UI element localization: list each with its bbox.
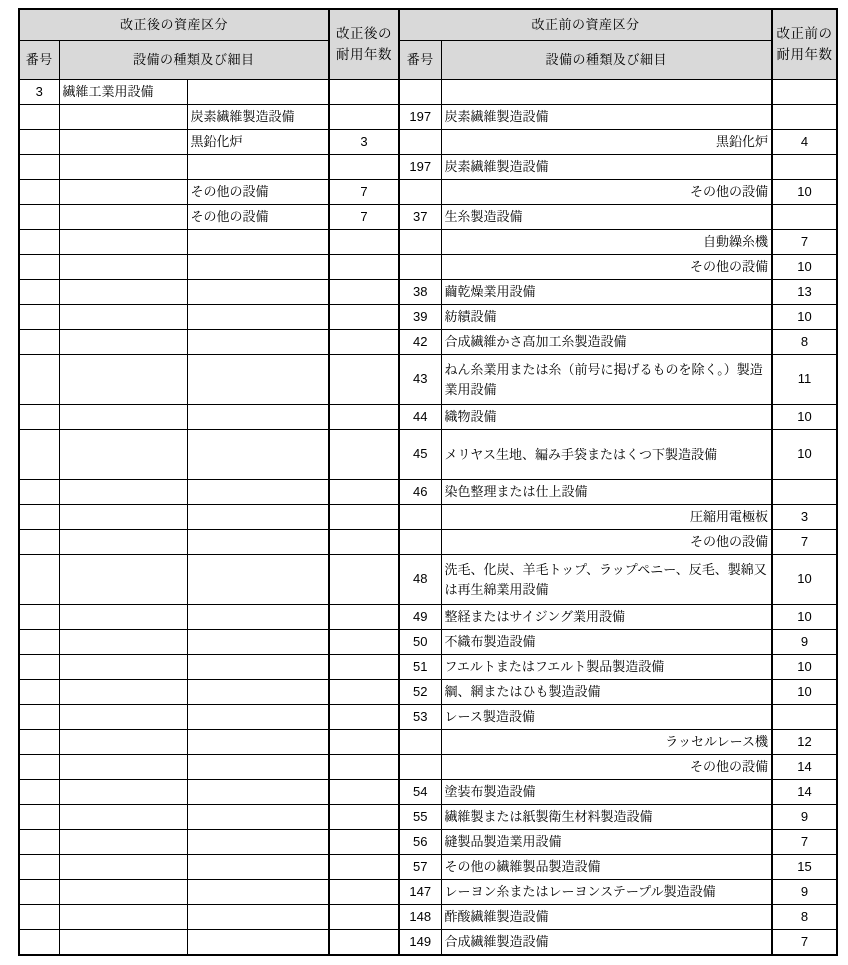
table-row [19, 855, 837, 880]
table-row [19, 505, 837, 530]
cell-detail-new [187, 730, 329, 755]
cell-life-old: 7 [772, 930, 837, 955]
cell-life-old: 12 [772, 730, 837, 755]
cell-no-new [19, 530, 59, 555]
table-row [19, 305, 837, 330]
table-row [19, 680, 837, 705]
table-row [19, 205, 837, 230]
cell-detail-old: 紡績設備 [441, 305, 772, 330]
cell-detail-new [187, 780, 329, 805]
table-row [19, 755, 837, 780]
table-row [19, 405, 837, 430]
cell-life-new [329, 880, 399, 905]
cell-no-old [399, 755, 441, 780]
cell-life-old: 10 [772, 180, 837, 205]
cell-category-new [59, 280, 187, 305]
cell-detail-old: 圧縮用電極板 [441, 505, 772, 530]
cell-detail-old: 不織布製造設備 [441, 630, 772, 655]
cell-detail-new [187, 230, 329, 255]
table-row [19, 655, 837, 680]
cell-life-old [772, 205, 837, 230]
cell-life-old: 9 [772, 880, 837, 905]
cell-detail-old: 整経またはサイジング業用設備 [441, 605, 772, 630]
table-row [19, 780, 837, 805]
cell-life-new [329, 355, 399, 405]
cell-life-new [329, 305, 399, 330]
cell-category-new [59, 130, 187, 155]
cell-no-old: 49 [399, 605, 441, 630]
cell-category-new [59, 205, 187, 230]
table-row [19, 880, 837, 905]
cell-life-new [329, 230, 399, 255]
cell-detail-new [187, 355, 329, 405]
header-life-new [329, 9, 399, 80]
header-group-row [19, 9, 837, 41]
cell-no-old: 39 [399, 305, 441, 330]
cell-no-old [399, 530, 441, 555]
header-kind-new: 設備の種類及び細目 [59, 41, 329, 80]
asset-classification-table [18, 8, 838, 956]
cell-detail-new [187, 805, 329, 830]
cell-no-old [399, 80, 441, 105]
cell-no-new [19, 555, 59, 605]
cell-life-old [772, 105, 837, 130]
cell-life-old: 10 [772, 255, 837, 280]
cell-no-new [19, 430, 59, 480]
cell-detail-old: 綱、網またはひも製造設備 [441, 680, 772, 705]
cell-life-new [329, 805, 399, 830]
cell-life-new [329, 930, 399, 955]
cell-no-old: 50 [399, 630, 441, 655]
cell-no-old [399, 505, 441, 530]
cell-detail-new [187, 680, 329, 705]
cell-detail-new [187, 705, 329, 730]
table-row [19, 705, 837, 730]
cell-detail-new [187, 630, 329, 655]
cell-no-old: 46 [399, 480, 441, 505]
cell-detail-new [187, 555, 329, 605]
cell-category-new [59, 505, 187, 530]
cell-life-new [329, 905, 399, 930]
cell-no-new [19, 255, 59, 280]
cell-life-old: 7 [772, 230, 837, 255]
cell-life-old: 14 [772, 780, 837, 805]
cell-no-new [19, 730, 59, 755]
cell-category-new [59, 355, 187, 405]
cell-detail-new [187, 155, 329, 180]
cell-no-old: 52 [399, 680, 441, 705]
cell-category-new [59, 305, 187, 330]
cell-life-old: 11 [772, 355, 837, 405]
cell-category-new [59, 155, 187, 180]
cell-life-new: 3 [329, 130, 399, 155]
cell-detail-new: 黒鉛化炉 [187, 130, 329, 155]
cell-no-new [19, 905, 59, 930]
cell-life-old: 10 [772, 680, 837, 705]
cell-category-new [59, 805, 187, 830]
table-row [19, 130, 837, 155]
cell-no-old [399, 130, 441, 155]
cell-detail-old: フエルトまたはフエルト製品製造設備 [441, 655, 772, 680]
cell-category-new [59, 555, 187, 605]
cell-life-new [329, 80, 399, 105]
cell-life-new [329, 630, 399, 655]
table-row [19, 905, 837, 930]
cell-no-new [19, 155, 59, 180]
cell-category-new [59, 605, 187, 630]
cell-category-new [59, 680, 187, 705]
cell-no-new [19, 930, 59, 955]
cell-category-new [59, 180, 187, 205]
cell-no-new [19, 780, 59, 805]
cell-category-new [59, 405, 187, 430]
table-row [19, 80, 837, 105]
cell-life-new: 7 [329, 180, 399, 205]
cell-no-old: 48 [399, 555, 441, 605]
cell-category-new [59, 780, 187, 805]
cell-detail-new [187, 480, 329, 505]
cell-detail-old: ねん糸業用または糸（前号に掲げるものを除く。）製造業用設備 [441, 355, 772, 405]
table-row [19, 355, 837, 405]
cell-no-old: 38 [399, 280, 441, 305]
cell-detail-old: 縫製品製造業用設備 [441, 830, 772, 855]
cell-life-new [329, 405, 399, 430]
cell-category-new [59, 630, 187, 655]
cell-detail-new [187, 855, 329, 880]
cell-detail-new: 炭素繊維製造設備 [187, 105, 329, 130]
cell-life-old: 9 [772, 805, 837, 830]
cell-no-new [19, 505, 59, 530]
cell-life-old [772, 155, 837, 180]
cell-life-old: 7 [772, 530, 837, 555]
cell-category-new [59, 755, 187, 780]
cell-detail-old: レース製造設備 [441, 705, 772, 730]
cell-no-new [19, 480, 59, 505]
cell-detail-old: その他の設備 [441, 530, 772, 555]
cell-no-old [399, 730, 441, 755]
cell-detail-old: 洗毛、化炭、羊毛トップ、ラップペニー、反毛、製綿又は再生綿業用設備 [441, 555, 772, 605]
cell-detail-old: メリヤス生地、編み手袋またはくつ下製造設備 [441, 430, 772, 480]
cell-no-new [19, 305, 59, 330]
cell-life-new [329, 705, 399, 730]
cell-no-new: 3 [19, 80, 59, 105]
cell-life-new [329, 105, 399, 130]
cell-life-old: 10 [772, 655, 837, 680]
table-row [19, 730, 837, 755]
table-row [19, 230, 837, 255]
header-kind-old: 設備の種類及び細目 [441, 41, 772, 80]
cell-detail-new [187, 330, 329, 355]
cell-no-old: 42 [399, 330, 441, 355]
table-row [19, 805, 837, 830]
table-row [19, 605, 837, 630]
table-row [19, 830, 837, 855]
table-row [19, 155, 837, 180]
cell-life-new [329, 430, 399, 480]
cell-no-old: 148 [399, 905, 441, 930]
cell-no-old [399, 230, 441, 255]
table-row [19, 330, 837, 355]
cell-detail-new [187, 930, 329, 955]
cell-life-new [329, 830, 399, 855]
cell-no-new [19, 180, 59, 205]
cell-life-new [329, 255, 399, 280]
table-row [19, 180, 837, 205]
cell-no-new [19, 705, 59, 730]
cell-category-new [59, 705, 187, 730]
cell-life-new [329, 730, 399, 755]
cell-life-new: 7 [329, 205, 399, 230]
cell-detail-old: 織物設備 [441, 405, 772, 430]
table-row [19, 530, 837, 555]
cell-detail-new: その他の設備 [187, 205, 329, 230]
cell-no-old: 57 [399, 855, 441, 880]
cell-detail-old: その他の設備 [441, 255, 772, 280]
cell-no-old [399, 180, 441, 205]
table-row [19, 555, 837, 605]
cell-no-new [19, 755, 59, 780]
cell-detail-old: 炭素繊維製造設備 [441, 155, 772, 180]
cell-no-new [19, 130, 59, 155]
cell-life-new [329, 555, 399, 605]
cell-detail-old [441, 80, 772, 105]
cell-life-old: 14 [772, 755, 837, 780]
cell-detail-new [187, 505, 329, 530]
cell-detail-old: 酢酸繊維製造設備 [441, 905, 772, 930]
table-row [19, 430, 837, 480]
cell-category-new [59, 655, 187, 680]
cell-life-old [772, 705, 837, 730]
cell-detail-new [187, 655, 329, 680]
cell-life-new [329, 480, 399, 505]
cell-category-new [59, 230, 187, 255]
cell-detail-new [187, 830, 329, 855]
cell-life-new [329, 605, 399, 630]
cell-no-old: 53 [399, 705, 441, 730]
cell-category-new [59, 830, 187, 855]
table-body [19, 80, 837, 955]
cell-no-new [19, 330, 59, 355]
cell-detail-new [187, 430, 329, 480]
cell-category-new: 繊維工業用設備 [59, 80, 187, 105]
cell-no-new [19, 655, 59, 680]
cell-life-new [329, 680, 399, 705]
cell-category-new [59, 905, 187, 930]
cell-detail-new: その他の設備 [187, 180, 329, 205]
cell-life-new [329, 505, 399, 530]
cell-detail-old: 自動繰糸機 [441, 230, 772, 255]
cell-detail-new [187, 80, 329, 105]
header-no-new: 番号 [19, 41, 59, 80]
cell-no-old: 43 [399, 355, 441, 405]
cell-no-old: 44 [399, 405, 441, 430]
cell-no-old: 54 [399, 780, 441, 805]
cell-no-new [19, 855, 59, 880]
cell-detail-new [187, 255, 329, 280]
table-row [19, 480, 837, 505]
cell-detail-old: その他の設備 [441, 755, 772, 780]
cell-life-new [329, 330, 399, 355]
cell-life-old: 8 [772, 330, 837, 355]
table-row [19, 630, 837, 655]
cell-no-new [19, 880, 59, 905]
cell-no-old: 197 [399, 105, 441, 130]
cell-life-old [772, 480, 837, 505]
cell-detail-old: 生糸製造設備 [441, 205, 772, 230]
cell-no-old: 147 [399, 880, 441, 905]
cell-detail-old: 染色整理または仕上設備 [441, 480, 772, 505]
header-no-old: 番号 [399, 41, 441, 80]
cell-no-new [19, 630, 59, 655]
cell-detail-old: 合成繊維かさ高加工糸製造設備 [441, 330, 772, 355]
cell-detail-old: 炭素繊維製造設備 [441, 105, 772, 130]
header-life-new-line2: 耐用年数 [336, 46, 392, 62]
cell-category-new [59, 430, 187, 480]
cell-no-new [19, 805, 59, 830]
cell-life-old: 10 [772, 305, 837, 330]
cell-detail-new [187, 905, 329, 930]
header-group-new: 改正後の資産区分 [19, 9, 329, 41]
cell-detail-old: レーヨン糸またはレーヨンステープル製造設備 [441, 880, 772, 905]
cell-no-new [19, 830, 59, 855]
cell-detail-new [187, 755, 329, 780]
cell-life-old: 13 [772, 280, 837, 305]
cell-category-new [59, 880, 187, 905]
cell-no-new [19, 405, 59, 430]
cell-life-new [329, 755, 399, 780]
cell-no-old: 149 [399, 930, 441, 955]
cell-category-new [59, 930, 187, 955]
cell-life-new [329, 280, 399, 305]
cell-detail-old: その他の設備 [441, 180, 772, 205]
header-life-old-line1: 改正前の [776, 26, 833, 42]
cell-no-new [19, 355, 59, 405]
cell-no-new [19, 280, 59, 305]
header-sub-row [19, 41, 837, 80]
cell-detail-new [187, 605, 329, 630]
cell-no-new [19, 680, 59, 705]
cell-detail-old: 合成繊維製造設備 [441, 930, 772, 955]
cell-detail-old: 繊維製または紙製衛生材料製造設備 [441, 805, 772, 830]
cell-detail-new [187, 280, 329, 305]
cell-life-old: 15 [772, 855, 837, 880]
header-life-old-line2: 耐用年数 [776, 46, 833, 62]
cell-life-old: 9 [772, 630, 837, 655]
cell-life-old: 10 [772, 430, 837, 480]
cell-detail-old: 黒鉛化炉 [441, 130, 772, 155]
header-group-old: 改正前の資産区分 [399, 9, 772, 41]
cell-no-old: 56 [399, 830, 441, 855]
cell-life-old: 3 [772, 505, 837, 530]
cell-no-old: 45 [399, 430, 441, 480]
header-life-new-line1: 改正後の [336, 26, 392, 42]
cell-detail-old: その他の繊維製品製造設備 [441, 855, 772, 880]
cell-category-new [59, 530, 187, 555]
cell-category-new [59, 105, 187, 130]
cell-detail-old: 繭乾燥業用設備 [441, 280, 772, 305]
cell-no-old: 37 [399, 205, 441, 230]
cell-category-new [59, 730, 187, 755]
cell-no-old: 197 [399, 155, 441, 180]
header-life-old [772, 9, 837, 80]
cell-detail-old: ラッセルレース機 [441, 730, 772, 755]
cell-life-old: 10 [772, 605, 837, 630]
cell-life-old: 7 [772, 830, 837, 855]
cell-life-old: 4 [772, 130, 837, 155]
cell-category-new [59, 480, 187, 505]
cell-life-old: 10 [772, 405, 837, 430]
cell-detail-new [187, 405, 329, 430]
cell-life-new [329, 155, 399, 180]
cell-no-old [399, 255, 441, 280]
cell-detail-new [187, 530, 329, 555]
cell-life-new [329, 780, 399, 805]
cell-life-new [329, 655, 399, 680]
cell-category-new [59, 330, 187, 355]
table-row [19, 255, 837, 280]
table-header [19, 9, 837, 80]
table-row [19, 105, 837, 130]
cell-no-new [19, 605, 59, 630]
cell-no-old: 51 [399, 655, 441, 680]
cell-no-old: 55 [399, 805, 441, 830]
cell-detail-new [187, 305, 329, 330]
table-row [19, 280, 837, 305]
cell-detail-old: 塗装布製造設備 [441, 780, 772, 805]
cell-life-new [329, 530, 399, 555]
cell-category-new [59, 855, 187, 880]
cell-no-new [19, 230, 59, 255]
cell-no-new [19, 205, 59, 230]
cell-life-old: 10 [772, 555, 837, 605]
cell-detail-new [187, 880, 329, 905]
table-row [19, 930, 837, 955]
cell-category-new [59, 255, 187, 280]
cell-no-new [19, 105, 59, 130]
cell-life-old [772, 80, 837, 105]
cell-life-old: 8 [772, 905, 837, 930]
cell-life-new [329, 855, 399, 880]
